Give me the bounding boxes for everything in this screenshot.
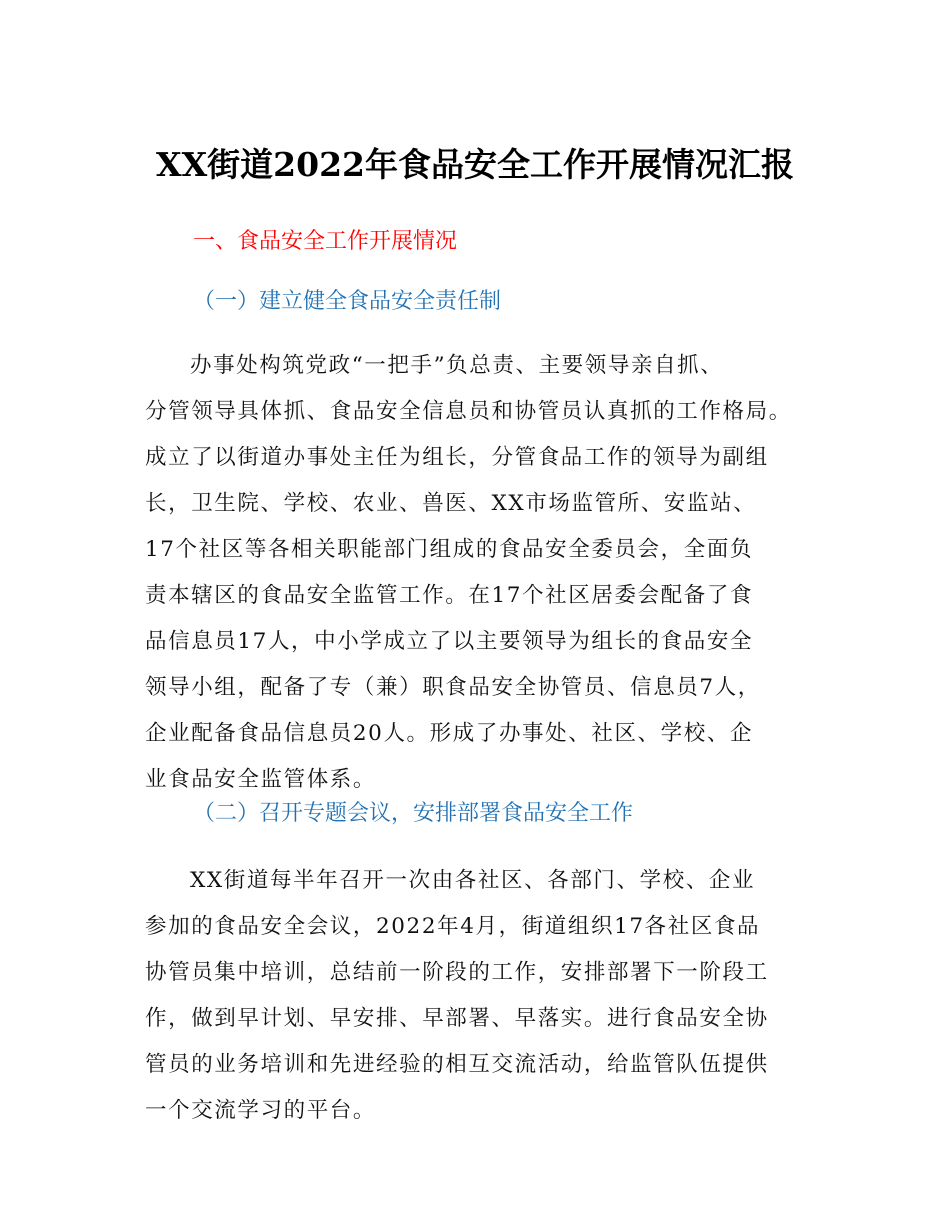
paragraph-line: 领导小组，配备了专（兼）职食品安全协管员、信息员7人， (145, 675, 761, 700)
paragraph-line: 分管领导具体抓、食品安全信息员和协管员认真抓的工作格局。 (145, 399, 792, 424)
section-heading-1: 一、食品安全工作开展情况 (193, 229, 458, 254)
paragraph-line: 作，做到早计划、早安排、早部署、早落实。进行食品安全协 (145, 1006, 769, 1031)
paragraph-line: 参加的食品安全会议，2022年4月，街道组织17各社区食品 (145, 914, 761, 939)
subsection-heading-2: （二）召开专题会议，安排部署食品安全工作 (193, 801, 634, 826)
document-title: XX街道2022年食品安全工作开展情况汇报 (155, 145, 795, 184)
paragraph-line: 17个社区等各相关职能部门组成的食品安全委员会，全面负 (145, 537, 754, 562)
paragraph-line: 长，卫生院、学校、农业、兽医、XX市场监管所、安监站、 (145, 491, 757, 516)
paragraph-line: XX街道每半年召开一次由各社区、各部门、学校、企业 (190, 868, 756, 893)
paragraph-line: 一个交流学习的平台。 (145, 1098, 377, 1123)
subsection-heading-1: （一）建立健全食品安全责任制 (193, 289, 502, 314)
paragraph-line: 成立了以街道办事处主任为组长，分管食品工作的领导为副组 (145, 445, 769, 470)
paragraph-line: 责本辖区的食品安全监管工作。在17个社区居委会配备了食 (145, 583, 754, 608)
paragraph-line: 协管员集中培训，总结前一阶段的工作，安排部署下一阶段工 (145, 960, 769, 985)
paragraph-line: 办事处构筑党政“一把手”负总责、主要领导亲自抓、 (190, 353, 724, 378)
paragraph-1 (0, 343, 950, 803)
paragraph-line: 品信息员17人，中小学成立了以主要领导为组长的食品安全 (145, 629, 754, 654)
paragraph-line: 业食品安全监管体系。 (145, 767, 377, 792)
paragraph-2 (0, 858, 950, 1134)
paragraph-line: 企业配备食品信息员20人。形成了办事处、社区、学校、企 (145, 721, 754, 746)
paragraph-line: 管员的业务培训和先进经验的相互交流活动，给监管队伍提供 (145, 1052, 769, 1077)
